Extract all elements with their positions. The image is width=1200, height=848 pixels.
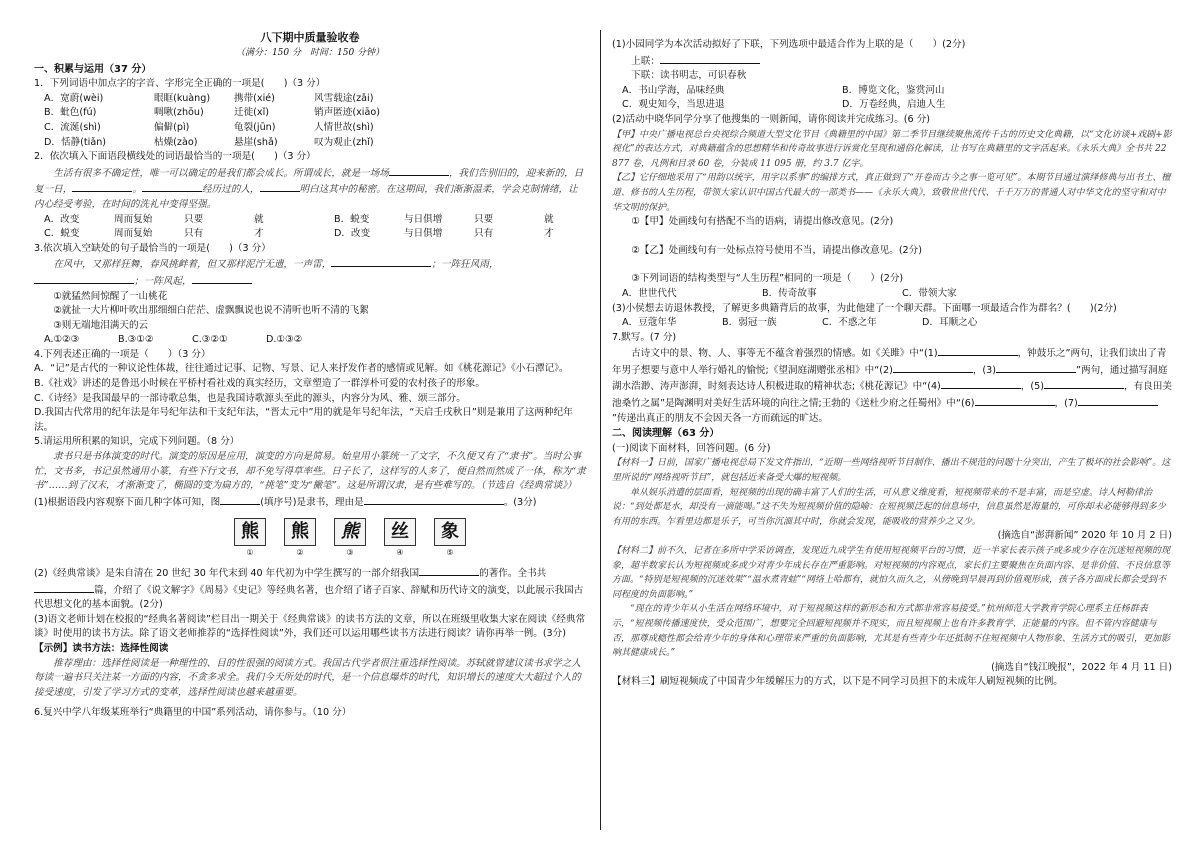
q7-text: ，有良田美池桑竹之属”是陶渊明对美好生活环境的向往之情;王勃的《送杜少府之任蜀州》中“(6): [612, 381, 1172, 410]
q6-2-sub1: ①【甲】处画线句有搭配不当的语病，请提出修改意见。(2分): [631, 216, 894, 228]
q1-opt: 叹为观止(zhǐ): [314, 136, 374, 148]
q3-text: ；一阵狂风雨，: [431, 259, 499, 271]
example-body: 推荐理由：选择性阅读是一种理性的、目的性很强的阅读方式。我国古代学者很注重选择性阅读。苏轼就曾建议读书求学之人每读一遍书只关注某一方面的内容，不贪多求全。我们今天所处的时代，是一个信息爆炸的时代，知识增长的速度大大超过个人的接受速度，引发了学习方式的变革，选择性阅读也越来越重要。: [34, 657, 581, 698]
q5-text: 篇，介绍了《说文解字》《周易》《史记》等经典名著，也介绍了诸子百家、辞赋和历代诗文的演变，以此展示我国古代思想文化的基本面貌。(2分): [34, 584, 584, 611]
q1-opt: 风雪载途(zǎi): [314, 92, 374, 104]
answer-blank[interactable]: [938, 345, 1018, 356]
q3-opt: B.③①②: [118, 334, 154, 346]
q1-opt: 迁徙(xǐ): [234, 107, 270, 119]
q6-2-sub2: ②【乙】处画线句有一处标点符号使用不当，请提出修改意见。(2分): [631, 244, 923, 256]
q3-opt: C.③②①: [192, 334, 228, 346]
q2-options-row: [34, 227, 586, 242]
q6-1-options: [612, 84, 1172, 113]
q2-opt: 与日俱增: [404, 213, 443, 225]
q3-item: ②就扯一大片柳叶吹出那细细白茫茫、虚飘飘说也说不清听也听不清的飞絮: [53, 305, 369, 317]
q2-opt: 才: [544, 228, 554, 240]
q1-opt: 偏僻(pì): [154, 121, 190, 133]
q1-opt: 销声匿迹(xiāo): [314, 107, 380, 119]
q7-body: [612, 345, 1172, 426]
q6-2-opt: C．带领大家: [902, 287, 957, 299]
q4-stem: 4.下列表述正确的一项是（ ）（3 分）: [34, 348, 211, 360]
section2-heading: 二、阅读理解（63 分）: [612, 428, 720, 440]
q2-opt: B．蜕变: [334, 213, 370, 225]
q6-3-stem: (3)小侯想去访退休教授，了解更多典籍背后的故事，为此他建了一个聊天群。下面哪一项最适合作为群名？( )(2分): [612, 302, 1117, 314]
glyph-numbers: [234, 546, 586, 561]
q1-opt: 啁啾(zhōu): [154, 107, 204, 119]
q1-stem: 1．下列词语中加点字的字音、字形完全正确的一项是( )（3 分）: [34, 78, 326, 90]
q7-text: 古诗文中的景、物、人、事等无不蕴含着强烈的情感。如《关雎》中“(1): [612, 348, 938, 360]
q1-row: [34, 106, 586, 121]
q5-text: 的著作。全书共: [479, 568, 547, 579]
answer-blank[interactable]: [34, 582, 94, 593]
exam-subtitle: （满分：150 分 时间：150 分钟）: [235, 48, 385, 58]
q2-opt: 只要: [474, 213, 494, 225]
answer-blank[interactable]: [660, 53, 760, 64]
answer-blank[interactable]: [142, 181, 202, 192]
material1-p1: 【材料一】日前，国家广播电视总局下发文件指出，“近期一些网络视听节目制作、播出不规范的问题十分突出，产生了极坏的社会影响”。这里所说的“网络视听节目”，就包括近来备受大爆的短视频。: [612, 458, 1171, 484]
q2-opt: A．改变: [44, 213, 80, 225]
q1-opt: 携带(xié): [234, 92, 275, 104]
q5-sub3: (3)语文老师计划在校报的“经典名著阅读”栏目出一期关于《经典常谈》的读书方法的文章，所以在班级里收集大家在阅读《经典常谈》时使用的读书方法。除了语文老师推荐的“选择性阅读”外，我们还可以运用哪些读书方法进行阅读？请你再举一例。(3分): [34, 613, 586, 640]
q2-opt: 只要: [184, 213, 204, 225]
q5-text: (填序号)是隶书，理由是: [260, 496, 364, 508]
q6-2-opt: A．世世代代: [622, 287, 677, 299]
glyph-sample: 熊: [234, 518, 266, 546]
q7-text: ，(3): [972, 364, 997, 376]
q2-text: 生活有很多不确定性，唯一可以确定的是我们都会成长。所谓成长，就是一场场: [53, 167, 389, 179]
q7-stem: 7.默写。(7 分): [612, 331, 677, 343]
q1-opt: 人情世故(shì): [314, 121, 374, 133]
q5-sub1: [34, 494, 586, 511]
glyph-sample: 丝: [384, 518, 416, 546]
q6-2-sub3: ③下列词语的结构类型与“人生历程”相同的一项是（ ）(2分): [631, 273, 904, 285]
couplet-upper-label: 上联：: [631, 55, 660, 67]
answer-blank[interactable]: [34, 273, 134, 284]
left-column: [34, 30, 586, 721]
q2-opt: 周而复始: [114, 228, 153, 240]
material2-p2: “现在的青少年从小生活在网络环境中，对于短视频这样的新形态和方式都非常容易接受。”杭州师范大学教育学院心理系主任杨群表示，“短视频传播速度快，受众范围广，想要完全回避短视频并不现实，而且短视频上也有许多教育学、正能量的内容。但不管内容健康与否，那尊成瘾性都会给青少年的身体和心理带来严重的负面影响，尤其是有些青少年还抵制不住短视频中人物形象、生活方式的吸引，更加影响其健康成长。”: [612, 604, 1171, 659]
q2-text: 。: [132, 184, 142, 196]
q6-1-opt: D．万卷经典，启迪人生: [842, 99, 946, 111]
calligraphy-samples: [234, 518, 586, 546]
q6-stem: 6.复兴中学八年级某班举行“典籍里的中国”系列活动，请你参与。（10 分）: [34, 707, 352, 719]
reading-part1: (一)阅读下面材料，回答问题。(6 分): [612, 442, 771, 454]
q5-sub2: [34, 565, 586, 613]
q5-passage: 隶书只是书体演变的时代。演变的原因是应用，演变的方向是简易。始皇用小篆统一了文字，不久便又有了“隶书”。当时公事忙，文书多，书记虽然通用小篆，有些下行文书，却不免写得草率些。日子长了，这样写的人多了，便自然而然成了一体，称为“隶书”……到了汉末，才渐渐变了，椭圆的变为扁方的，“挑笔”变为“撇笔”。这是所谓汉隶，是有些难写的。（节选自《经典常谈》）: [34, 451, 586, 492]
q7-text: ，钟鼓乐之”两句，让我们读出了青年男子想要与意中人举行婚礼的愉悦;《望洞庭湖赠张丞相》中“(2): [612, 348, 1167, 376]
q1-row: [34, 92, 586, 107]
q6-3-opt: C．不惑之年: [822, 317, 877, 329]
q3-opt: A.①②③: [44, 334, 80, 346]
q2-opt: D．改变: [334, 228, 371, 240]
glyph-sample: 熊: [284, 518, 316, 546]
q7-text: ”传递出真正的朋友不会因天各一方而疏远的旷达。: [612, 412, 829, 424]
answer-blank[interactable]: [975, 395, 1055, 406]
q4-opt: D.我国古代常用的纪年法是年号纪年法和干支纪年法，“晋太元中”用的就是年号纪年法，“天启壬戌秋日”则是兼用了这两种纪年法。: [34, 407, 573, 433]
q2-options-row: [34, 213, 586, 228]
q7-text: ”两句，通过描写洞庭湖水浩渺、涛声澎湃，时刻表达诗人积极进取的精神状态;《桃花源记》中“(4): [612, 364, 1168, 393]
answer-blank[interactable]: [72, 181, 132, 192]
exam-title: 八下期中质量验收卷: [260, 31, 360, 44]
right-column: [612, 38, 1172, 690]
q6-2-opt: B．传奇故事: [762, 287, 817, 299]
answer-blank[interactable]: [1044, 378, 1124, 389]
material2-source: (摘选自“钱江晚报”，2022 年 4 月 11 日): [991, 661, 1172, 673]
q2-opt: C．蜕变: [44, 228, 80, 240]
q5-text: (2)《经典常谈》是朱自清在 20 世纪 30 年代末到 40 年代初为中学生撰写的一部介绍我国: [34, 568, 420, 579]
q4-opt: A．“记”是古代的一种议论性体裁，往往通过记事、记物、写景、记人来抒发作者的感情或见解。如《桃花源记》《小石潭记》。: [34, 363, 569, 375]
q2-text: 经历过的人，: [201, 184, 260, 196]
q1-opt: 悬崖(shǎ): [234, 136, 278, 148]
news-part-b: 【乙】它仔细地采用了“用韵以统字，用字以系事”的编排方式，真正做到了“开卷而古今之事一览可见”。本期节目通过演绎修典与出书土、檀道、修书的人生历程，带领大家认识中国古代最大的一部类书——《永乐大典》，致敬世世代代、千千万万的普通人对中华文化的坚守和对中华文明的保护。: [612, 173, 1171, 213]
section1-heading: 一、积累与运用（37 分）: [34, 63, 152, 75]
q6-3-options: [612, 316, 1172, 331]
q6-1-opt: A．书山学海，品味经典: [622, 84, 725, 96]
q2-text: ，我们告别旧的，迎来新的，日复一日，: [34, 167, 584, 196]
glyph-number: ⑤: [446, 548, 454, 558]
q1-row: [34, 136, 586, 151]
q2-opt: 就: [544, 213, 554, 225]
q4-opt: B.《社戏》讲述的是鲁迅小时候在平桥村看社戏的真实经历，文章塑造了一群淳朴可爱的农村孩子的形象。: [34, 378, 485, 390]
q5-text: (1)根据语段内容观察下面几种字体可知，图: [34, 496, 221, 508]
material1-p2: 单从娱乐消遣的层面看，短视频的出现的确丰富了人们的生活，可从意义维度看，短视频带来的不是丰富，而是空虚。诗人柯勒律治说：“到处都是水，却没有一滴能喝。”这不失为短视频价值的隐喻：在短视频泛起的信息场中，信息虽然是海量的，可你却未必能够得到多少有用的东西。乍看里边都是乐子，可当你沉湎其中时，你就会发现，能吸收的营养少之又少。: [612, 487, 1166, 527]
q6-2-sub3-options: [612, 287, 1172, 302]
q1-opt: 龟裂(jūn): [234, 121, 276, 133]
answer-blank[interactable]: [1078, 395, 1158, 406]
answer-blank[interactable]: [389, 165, 449, 176]
glyph-number: ②: [296, 548, 304, 558]
q3-opt: D.①③②: [266, 334, 303, 346]
q2-opt: 才: [254, 228, 264, 240]
glyph-number: ④: [396, 548, 404, 558]
q6-3-opt: B．弱冠一族: [722, 317, 777, 329]
q1-opt: 眼眶(kuàng): [154, 92, 211, 104]
example-title: 【示例】读书方法：选择性阅读: [34, 642, 169, 654]
q1-opt: 枯燥(zào): [154, 136, 198, 148]
q7-text: ，(5): [1020, 381, 1044, 393]
material3: 【材料三】刷短视频成了中国青少年缓解压力的方式，以下是不同学习员担下的未成年人刷短视频的比例。: [612, 676, 1063, 688]
answer-blank[interactable]: [893, 362, 973, 373]
q1-opt: B．蚍色(fú): [44, 107, 97, 119]
answer-blank[interactable]: [260, 181, 300, 192]
q2-passage: [34, 165, 586, 213]
answer-blank[interactable]: [192, 273, 252, 284]
q3-stem: 3.依次填入空缺处的句子最恰当的一项是( )（3 分）: [34, 242, 271, 254]
q6-2-stem: (2)活动中晓华同学分享了他搜集的一则新闻，请你阅读并完成练习。(6 分): [612, 113, 931, 125]
q3-item: ①就猛然间惊醒了一山桃花: [53, 290, 168, 302]
glyph-sample: 象: [434, 518, 466, 546]
q5-stem: 5.请运用所积累的知识，完成下列问题。（8 分）: [34, 436, 240, 448]
q6-1-stem: (1)小园同学为本次活动拟好了下联，下列选项中最适合作为上联的是（ ）(2分): [612, 39, 966, 50]
q6-1-opt: B．博览文化，鉴赏河山: [842, 84, 945, 96]
glyph-number: ③: [346, 548, 354, 558]
q7-text: ，(7): [1054, 398, 1078, 410]
answer-blank[interactable]: [364, 494, 504, 505]
q2-opt: 就: [254, 213, 264, 225]
q3-item: ③则无端地泪满天的云: [53, 319, 149, 331]
q6-1-lower: 下联：读书明志，可识春秋: [631, 70, 747, 82]
q2-opt: 与日俱增: [404, 228, 443, 240]
q1-opt: C．流涎(shì): [44, 121, 101, 133]
q2-opt: 周而复始: [114, 213, 153, 225]
q2-opt: 只有: [184, 228, 204, 240]
q6-1-opt: C．观史知今，当思进退: [622, 99, 725, 111]
q1-opt: A．宽蔚(wèi): [44, 92, 104, 104]
column-divider: [600, 30, 601, 830]
q4-opt: C.《诗经》是我国最早的一部诗歌总集，也是我国诗歌源头至此的源头，内容分为风、雅、颂三部分。: [34, 392, 466, 404]
q2-opt: 只有: [474, 228, 494, 240]
glyph-number: ①: [246, 548, 254, 558]
q1-row: [34, 121, 586, 136]
q6-3-opt: D．耳顺之心: [922, 317, 978, 329]
q1-options: [34, 92, 586, 150]
material1-source: (摘选自“澎湃新闻” 2020 年 10 月 2 日): [997, 530, 1172, 542]
q1-opt: D．恬静(tiǎn): [44, 136, 107, 148]
answer-blank[interactable]: [220, 494, 260, 505]
q3-text: ；一阵风起，: [134, 275, 192, 287]
q5-text: 。(3分): [503, 496, 537, 508]
q3-options: [34, 333, 586, 348]
q3-text: 在风中，又那样狂舞，春风挑衅着，但又那样泥泞无遗，一声雷，: [53, 259, 332, 271]
answer-blank[interactable]: [331, 256, 431, 267]
answer-blank[interactable]: [419, 565, 479, 576]
q2-text: 明白这其中的秘密。在这期间，我们渐渐温柔，学会克制情绪，让内心经受考验，在时间的洗礼中变得坚强。: [34, 184, 578, 210]
q2-stem: 2．依次填入下面语段横线处的词语最恰当的一项是( )（3 分）: [34, 151, 316, 163]
answer-blank[interactable]: [996, 362, 1076, 373]
q6-1-upper: [612, 53, 1172, 70]
glyph-sample: 熊: [334, 518, 366, 546]
answer-blank[interactable]: [941, 378, 1021, 389]
q3-passage: [34, 256, 586, 289]
news-part-a: 【甲】中央广播电视总台央视综合频道大型文化节目《典籍里的中国》第二季节目继续聚焦流传千古的历史文化典籍，以“文化访谈+戏剧+影视化”的表达方式，对典籍蕴含的思想精华和传奇故事进行诉赏化呈现和通俗化解读，让书写在典籍里的文字活起来。《永乐大典》全书共 22 877 卷，凡例和目录 60 卷，分装成 11 095 册，约 3.7 亿字。: [612, 129, 1172, 169]
material2-p1: 【材料二】前不久，记者在多所中学采访调查，发现近九成学生有使用短视频平台的习惯，近一半家长表示孩子或多或少存在沉迷短视频的现象，超半数家长认为短视频或多或少对青少年成长存在严重影响。对短视频的内容观点，家长们主要聚焦在负面内容、是非价值、不良信息等方面。“特别是短视频的沉迷效果”“温水煮青蛙”“网络上哈都有，就怕久而久之，从傍晚到早晨再到价值观形成，孩子各方面成长都会受到不同程度的负面影响。”: [612, 546, 1171, 600]
q6-3-opt: A．豆蔻年华: [622, 317, 677, 329]
